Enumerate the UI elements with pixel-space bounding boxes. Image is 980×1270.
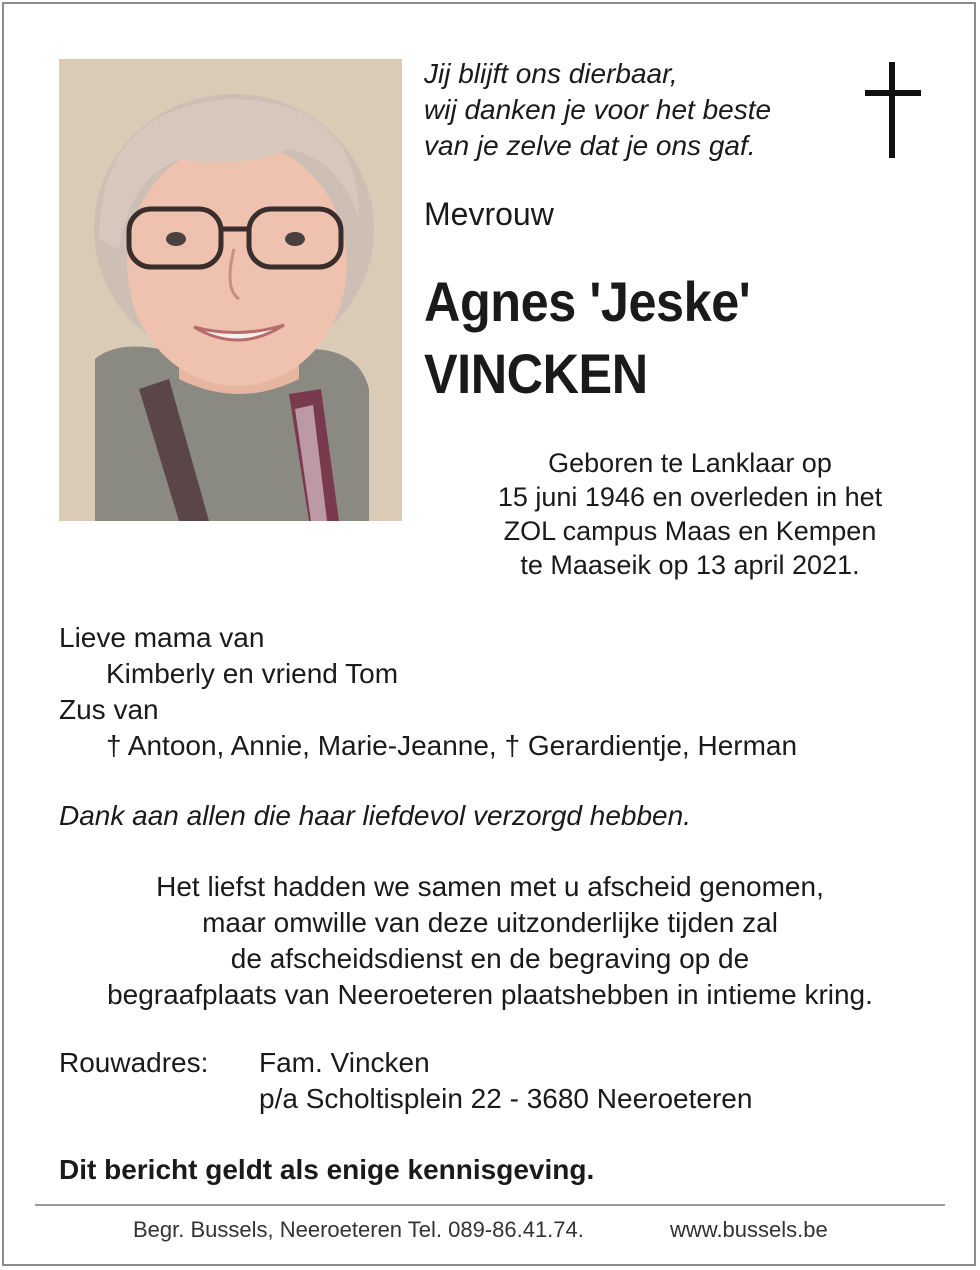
portrait-photo [59,59,402,521]
address-street: p/a Scholtisplein 22 - 3680 Neeroeteren [259,1083,753,1114]
poem-line: Jij blijft ons dierbaar, [424,58,678,89]
honorific: Mevrouw [424,196,554,232]
farewell-message [0,869,980,1013]
notice-statement: Dit bericht geldt als enige kennisgeving. [59,1154,595,1185]
poem-line: van je zelve dat je ons gaf. [424,130,756,161]
website-link[interactable]: www.bussels.be [670,1217,828,1242]
details-line: 15 juni 1946 en overleden in het [497,482,883,512]
mama-label: Lieve mama van [59,622,265,653]
cross-icon [865,62,921,158]
details-line: ZOL campus Maas en Kempen [503,516,877,546]
address-label: Rouwadres: [59,1047,209,1078]
farewell-line: maar omwille van deze uitzonderlijke tijden zal [202,907,778,938]
details-line: te Maaseik op 13 april 2021. [520,550,860,580]
sibling-names: † Antoon, Annie, Marie-Jeanne, † Gerardientje, Herman [106,730,798,761]
poem-line: wij danken je voor het beste [424,94,772,125]
farewell-line: begraafplaats van Neeroeteren plaatshebben in intieme kring. [107,979,873,1010]
memorial-poem [424,56,771,164]
address-family: Fam. Vincken [259,1047,430,1078]
sister-label: Zus van [59,694,159,725]
undertaker-info: Begr. Bussels, Neeroeteren Tel. 089-86.41.74. [133,1217,584,1242]
farewell-line: Het liefst hadden we samen met u afscheid genomen, [156,871,824,902]
thanks-message: Dank aan allen die haar liefdevol verzorgd hebben. [59,800,691,831]
footer-divider [35,1204,945,1206]
children-names: Kimberly en vriend Tom [106,658,399,689]
name-line-first: Agnes 'Jeske' [424,270,751,333]
details-line: Geboren te Lanklaar op [548,448,832,478]
deceased-name [424,266,750,410]
name-line-surname: VINCKEN [424,342,648,405]
family-section [59,620,797,764]
birth-death-details [410,446,970,582]
farewell-line: de afscheidsdienst en de begraving op de [230,943,750,974]
